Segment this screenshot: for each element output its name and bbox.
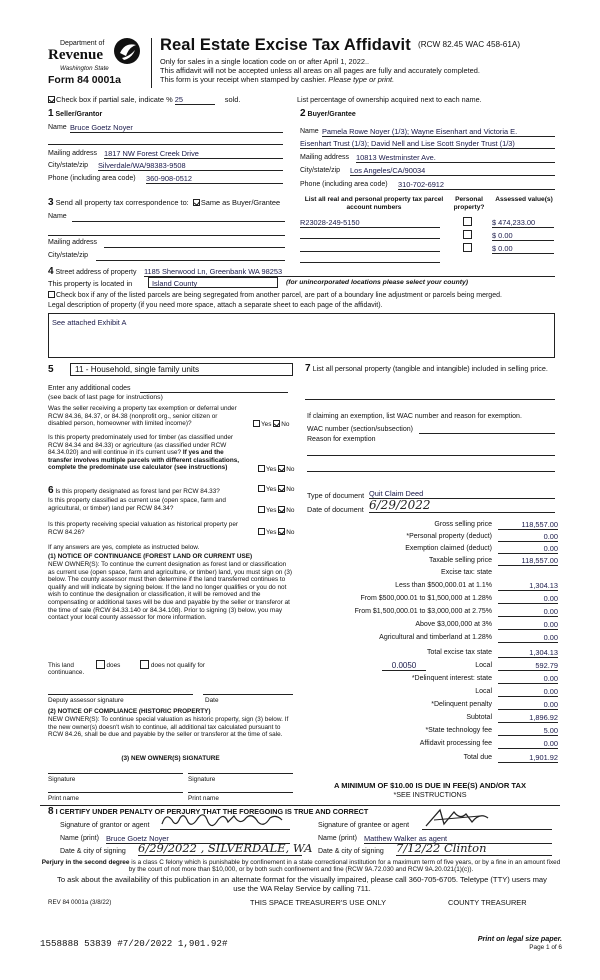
personal-property-checkbox-3[interactable] — [463, 243, 472, 252]
alt-format-notice: To ask about the availability of this publication in an alternate format for the visually impaired, please call 360-705-6705. Teletype (TTY) users may use the WA Relay Service by calling 711. — [57, 875, 547, 893]
exemption-no-checkbox[interactable] — [273, 420, 280, 427]
perjury-notice: Perjury in the second degree is a class C felony which is punishable by confinement in a state correctional institution for a maximum term of five years, or by a fine in an amount fixed by the court of not more than $10,000, or by both such confinement and fine (RCW 9A.72.030 and RCW 9A.20.021(1)(c)). — [41, 859, 561, 874]
tax-bracket-3-value[interactable]: 0.00 — [498, 620, 558, 630]
tax-bracket-3-label: Above $3,000,000 at 3% — [415, 621, 492, 628]
tax-row-1-label: *Personal property (deduct) — [406, 533, 492, 540]
correspondence-name-label: Name — [48, 213, 67, 220]
notice-compliance-title: (2) NOTICE OF COMPLIANCE (HISTORIC PROPERTY) — [48, 708, 211, 715]
additional-codes-field[interactable] — [140, 392, 288, 393]
current-use-yes-checkbox[interactable] — [258, 506, 265, 513]
legal-description-field[interactable]: See attached Exhibit A — [48, 313, 555, 358]
tax-row-0-label: Gross selling price — [434, 521, 492, 528]
personal-property-checkbox-2[interactable] — [463, 230, 472, 239]
wac-number-row: WAC number (section/subsection) — [307, 426, 555, 433]
tax-bracket-4-value[interactable]: 0.00 — [498, 633, 558, 643]
forest-yes-checkbox[interactable] — [258, 485, 265, 492]
form-revision: REV 84 0001a (3/8/22) — [48, 899, 112, 906]
continuance-label: continuance. — [48, 669, 85, 676]
section2-heading: 2 Buyer/Grantee — [300, 108, 356, 119]
subtotal-value[interactable]: 1,896.92 — [498, 713, 558, 723]
section3-heading: 3 Send all property tax correspondence to: Same as Buyer/Grantee — [48, 197, 281, 208]
total-due-value[interactable]: 1,901.92 — [498, 753, 558, 763]
dor-emblem-icon — [112, 36, 142, 66]
if-yes-note: If any answers are yes, complete as instructed below. — [48, 544, 200, 551]
subtotal-label: Subtotal — [466, 714, 492, 721]
personal-property-checkbox-1[interactable] — [463, 217, 472, 226]
timber-yes-checkbox[interactable] — [258, 465, 265, 472]
additional-codes-row: Enter any additional codes — [48, 385, 288, 392]
owner-signature-2[interactable]: Signature — [188, 776, 216, 783]
grantor-date-city[interactable]: 6/29/2022 , SILVERDALE, WA — [138, 841, 313, 855]
parcels-col-header: List all real and personal property tax parcel account numbers — [304, 196, 444, 211]
seller-name-row: Name Bruce Goetz Noyer — [48, 124, 283, 131]
timber-no-checkbox[interactable] — [278, 465, 285, 472]
assessed-value-2[interactable]: $ 0.00 — [492, 231, 554, 241]
doc-date-row: Date of document 6/29/2022 — [307, 505, 555, 514]
doc-type-row: Type of document Quit Claim Deed — [307, 491, 555, 500]
deputy-assessor-signature: Deputy assessor signature — [48, 697, 124, 704]
buyer-name-row: Name Pamela Rowe Noyer (1/3); Wayne Eisenhart and Victoria E. — [300, 128, 555, 135]
delinquent-interest-state-label: *Delinquent interest: state — [411, 675, 492, 682]
total-due-label: Total due — [463, 754, 492, 761]
legal-description-label: Legal description of property (if you need more space, attach a separate sheet to each page of the affidavit). — [48, 302, 383, 309]
tax-row-2-value[interactable]: 0.00 — [498, 544, 558, 554]
dept-of: Department of — [60, 40, 105, 47]
historic-answer: Yes No — [258, 528, 294, 536]
tax-row-2-label: Exemption claimed (deduct) — [405, 545, 492, 552]
assessed-value-col-header: Assessed value(s) — [495, 196, 553, 203]
tax-row-3-value[interactable]: 118,557.00 — [498, 556, 558, 566]
excise-state-label: Excise tax: state — [441, 569, 492, 576]
tax-bracket-1-value[interactable]: 0.00 — [498, 594, 558, 604]
ownership-note: List percentage of ownership acquired next to each name. — [297, 95, 482, 104]
buyer-name-line-2[interactable]: Eisenhart Trust (1/3); David Nell and Lise Scott Snyder Trust (1/3) — [300, 139, 555, 149]
header-note-3: This form is your receipt when stamped by cashier. Please type or print. — [160, 75, 395, 84]
personal-property-col-header: Personal property? — [453, 196, 485, 211]
land-does-checkbox[interactable] — [96, 660, 105, 669]
buyer-name-line-1[interactable]: Pamela Rowe Noyer (1/3); Wayne Eisenhart and Victoria E. — [322, 127, 555, 137]
grantor-name-row: Name (print) Bruce Goetz Noyer — [60, 835, 300, 842]
buyer-mailing-row: Mailing address 10813 Westminster Ave. — [300, 154, 555, 161]
historic-question: Is this property receiving special valuation as historical property per RCW 84.26? — [48, 521, 239, 536]
total-excise-state-label: Total excise tax state — [427, 649, 492, 656]
grantor-name[interactable]: Bruce Goetz Noyer — [106, 834, 290, 844]
seller-phone-row: Phone (including area code) 360-908-0512 — [48, 175, 283, 182]
certify-statement: 8 I CERTIFY UNDER PENALTY OF PERJURY THAT THE FOREGOING IS TRUE AND CORRECT — [48, 806, 369, 817]
county-select[interactable]: Island County — [148, 277, 278, 288]
buyer-phone[interactable]: 310-702-6912 — [398, 180, 555, 190]
buyer-phone-row: Phone (including area code) 310-702-6912 — [300, 181, 555, 188]
forest-land-answer: Yes No — [258, 485, 294, 493]
header-note-2: This affidavit will not be accepted unless all areas on all pages are fully and accurately completed. — [160, 66, 480, 75]
grantee-name[interactable]: Matthew Walker as agent — [364, 834, 552, 844]
historic-no-checkbox[interactable] — [278, 528, 285, 535]
owner-print-name-1[interactable]: Print name — [48, 795, 79, 802]
grantor-signature — [158, 808, 288, 832]
grantor-signature-row: Signature of grantor or agent — [60, 822, 300, 829]
forest-no-checkbox[interactable] — [278, 485, 285, 492]
delinquent-interest-local-value[interactable]: 0.00 — [498, 687, 558, 697]
doc-date[interactable]: 6/29/2022 — [369, 498, 555, 513]
same-as-buyer-checkbox[interactable] — [193, 199, 200, 206]
grantee-signature-row: Signature of grantee or agent — [318, 822, 558, 829]
treasurer-use-only: THIS SPACE TREASURER'S USE ONLY — [250, 898, 387, 907]
local-rate[interactable]: 0.0050 — [382, 661, 426, 671]
recording-stamp: 1558888 53839 #7/20/2022 1,901.92# — [40, 938, 228, 949]
current-use-answer: Yes No — [258, 506, 294, 514]
affidavit-fee-value[interactable]: 0.00 — [498, 739, 558, 749]
tax-bracket-0-value[interactable]: 1,304.13 — [498, 581, 558, 591]
codes-note: (see back of last page for instructions) — [48, 394, 163, 401]
buyer-city[interactable]: Los Angeles/CA/90034 — [350, 166, 555, 176]
new-owner-signature-title: (3) NEW OWNER(S) SIGNATURE — [121, 755, 220, 762]
header-note-1: Only for sales in a single location code on or after April 1, 2022.. — [160, 57, 370, 66]
timber-question: Is this property predominately used for timber (as classified under RCW 84.34 and 84.33) or agriculture (as classified under RCW 84.34.020) and will continue in it's current use? If yes and the transfer involves multiple parcels with different classifications, complete the predominate use calculator (see instructions) — [48, 434, 240, 472]
exemption-question: Was the seller receiving a property tax exemption or deferral under RCW 84.36, 84.37, or 84.38 (nonprofit org., senior citizen or disabled person, homeowner with limited income)? — [48, 405, 237, 428]
seller-city-row: City/state/zip Silverdale/WA/98383-9508 — [48, 162, 283, 169]
segregated-row: Check box if any of the listed parcels are being segregated from another parcel, are part of a boundary line adjustment or parcels being merged. — [48, 291, 502, 299]
notice-continuance-text: NEW OWNER(S): To continue the current designation as forest land or classification as current use (open space, farm and agriculture, or timber) land, you must sign on (3) below. The county assessor must then determine if the land transferred continues to qualify and will indicate by signing below. If the land no longer qualifies or you do not wish to continue the designation or classification, it will be removed and the compensating or additional taxes will be due and payable by the seller or transferor at the time of sale (RCW 84.33.140 or 84.34.108). Prior to signing (3) below, you may contact your local county assessor for more information. — [48, 561, 293, 622]
seller-phone[interactable]: 360-908-0512 — [146, 174, 283, 184]
tax-row-0-value[interactable]: 118,557.00 — [498, 520, 558, 530]
tax-bracket-2-label: From $1,500,000.01 to $3,000,000 at 2.75% — [354, 608, 492, 615]
assessor-date: Date — [205, 697, 219, 704]
minimum-due-note: A MINIMUM OF $10.00 IS DUE IN FEE(S) AND/OR TAX — [333, 781, 527, 790]
segregated-checkbox[interactable] — [48, 291, 55, 298]
delinquent-penalty-value[interactable]: 0.00 — [498, 700, 558, 710]
technology-fee-value[interactable]: 5.00 — [498, 726, 558, 736]
land-does-not-checkbox[interactable] — [140, 660, 149, 669]
delinquent-penalty-label: *Delinquent penalty — [431, 701, 492, 708]
reason-label: Reason for exemption — [307, 436, 376, 443]
county-note: (for unincorporated locations please select your county) — [286, 279, 469, 286]
seller-mailing[interactable]: 1817 NW Forest Creek Drive — [104, 149, 283, 159]
print-legal-note: Print on legal size paper. — [477, 934, 562, 943]
owner-signature-1[interactable]: Signature — [48, 776, 76, 783]
see-instructions-note: *SEE INSTRUCTIONS — [393, 790, 467, 799]
tax-row-1-value[interactable]: 0.00 — [498, 532, 558, 542]
forest-land-question: 6 Is this property designated as forest land per RCW 84.33? — [48, 485, 220, 496]
partial-percent[interactable]: 25 — [175, 95, 215, 105]
buyer-city-row: City/state/zip Los Angeles/CA/90034 — [300, 167, 555, 174]
wac-number-field[interactable] — [419, 433, 555, 434]
page-number: Page 1 of 6 — [529, 944, 562, 951]
correspondence-mailing-label: Mailing address — [48, 239, 98, 246]
land-qualify-row: This land does does not qualify for — [48, 662, 205, 669]
grantee-signature — [420, 806, 500, 832]
exemption-yes-checkbox[interactable] — [253, 420, 260, 427]
delinquent-interest-state-value[interactable]: 0.00 — [498, 674, 558, 684]
current-use-question: Is this property classified as current use (open space, farm and agricultural, or timber) land per RCW 84.34? — [48, 497, 226, 512]
tax-row-3-label: Taxable selling price — [428, 557, 492, 564]
grantor-date-row: Date & city of signing 6/29/2022 , SILVERDALE, WA — [60, 841, 313, 855]
county-treasurer: COUNTY TREASURER — [448, 898, 527, 907]
seller-city[interactable]: Silverdale/WA/98383-9508 — [98, 161, 283, 171]
grantee-date-row: Date & city of signing 7/12/22 Clinton — [318, 848, 558, 855]
historic-yes-checkbox[interactable] — [258, 528, 265, 535]
exemption-answer: Yes No — [253, 420, 289, 428]
form-title: Real Estate Excise Tax Affidavit — [160, 36, 411, 54]
notice-continuance-title: (1) NOTICE OF CONTINUANCE (FOREST LAND OR CURRENT USE) — [48, 553, 253, 560]
dept-name: Revenue — [48, 47, 103, 63]
delinquent-interest-local-label: Local — [475, 688, 492, 695]
section5-number: 5 — [48, 364, 54, 375]
seller-mailing-row: Mailing address 1817 NW Forest Creek Drive — [48, 150, 283, 157]
local-excise-value[interactable]: 592.79 — [498, 661, 558, 671]
notice-compliance-text: NEW OWNER(S): To continue special valuation as historic property, sign (3) below. If the new owner(s) doesn't wish to continue, all additional tax calculated pursuant to RCW 84.26, shall be due and payable by the seller or transferor at the time of sale. — [48, 716, 289, 739]
buyer-mailing[interactable]: 10813 Westminster Ave. — [356, 153, 555, 163]
correspondence-city-label: City/state/zip — [48, 252, 89, 259]
personal-property-row: 7 List all personal property (tangible and intangible) included in selling price. — [305, 363, 548, 374]
seller-name[interactable]: Bruce Goetz Noyer — [70, 123, 283, 133]
timber-answer: Yes No — [258, 465, 294, 473]
located-in-label: This property is located in — [48, 279, 133, 288]
land-use-code-select[interactable]: 11 - Household, single family units — [70, 363, 293, 376]
dept-state: Washington State — [60, 65, 109, 72]
technology-fee-label: *State technology fee — [425, 727, 492, 734]
total-excise-state-value[interactable]: 1,304.13 — [498, 648, 558, 658]
affidavit-fee-label: Affidavit processing fee — [419, 740, 492, 747]
grantee-date-city[interactable]: 7/12/22 Clinton — [396, 841, 552, 856]
local-excise-label: Local — [475, 662, 492, 669]
tax-bracket-4-label: Agricultural and timberland at 1.28% — [379, 634, 492, 641]
assessed-value-1[interactable]: $ 474,233.00 — [492, 218, 554, 228]
parcel-1[interactable]: R23028-249-5150 — [300, 218, 440, 228]
owner-print-name-2[interactable]: Print name — [188, 795, 219, 802]
partial-sale: Check box if partial sale, indicate % 25 sold. — [48, 95, 240, 105]
form-rcw: (RCW 82.45 WAC 458-61A) — [418, 40, 521, 49]
tax-bracket-0-label: Less than $500,000.01 at 1.1% — [395, 582, 492, 589]
partial-sale-checkbox[interactable] — [48, 96, 55, 103]
assessed-value-3[interactable]: $ 0.00 — [492, 244, 554, 254]
tax-bracket-2-value[interactable]: 0.00 — [498, 607, 558, 617]
street-address[interactable]: 1185 Sherwood Ln, Greenbank WA 98253 — [144, 267, 555, 277]
grantee-name-row: Name (print) Matthew Walker as agent — [318, 835, 558, 842]
doc-type[interactable]: Quit Claim Deed — [369, 489, 555, 499]
street-address-row: 4 Street address of property 1185 Sherwood Ln, Greenbank WA 98253 — [48, 266, 555, 277]
current-use-no-checkbox[interactable] — [278, 506, 285, 513]
tax-bracket-1-label: From $500,000.01 to $1,500,000 at 1.28% — [360, 595, 492, 602]
section1-heading: 1 Seller/Grantor — [48, 108, 103, 119]
form-number: Form 84 0001a — [48, 74, 121, 86]
exemption-wac-note: If claiming an exemption, list WAC number and reason for exemption. — [307, 413, 522, 420]
